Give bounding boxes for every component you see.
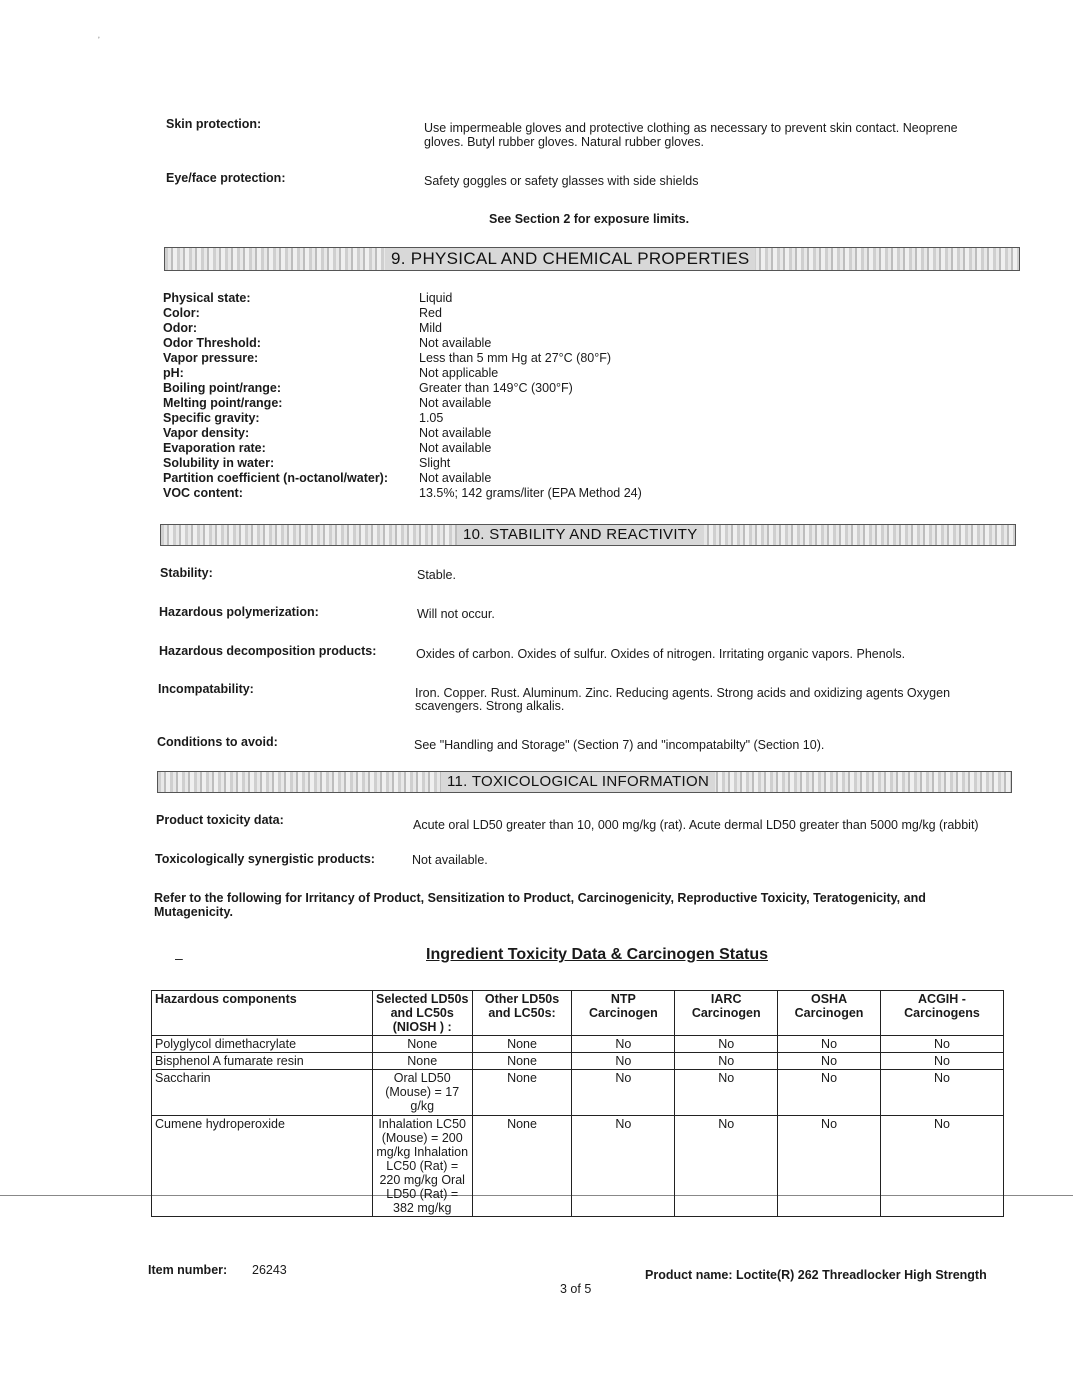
property-row	[163, 366, 683, 381]
table-header-row	[152, 991, 1004, 1036]
page-number: 3 of 5	[560, 1282, 592, 1296]
property-value: Not available	[419, 336, 492, 350]
conditions-value: See "Handling and Storage" (Section 7) and "incompatabilty" (Section 10).	[414, 738, 825, 752]
stability-label: Stability:	[160, 566, 213, 580]
cell-iarc: No	[675, 1036, 778, 1053]
cell-selected: Inhalation LC50 (Mouse) = 200 mg/kg Inhalation LC50 (Rat) = 220 mg/kg Oral LD50 (Rat) = 382 mg/kg	[372, 1116, 472, 1217]
header-ntp: NTP Carcinogen	[572, 991, 675, 1036]
section-11-title: 11. TOXICOLOGICAL INFORMATION	[441, 772, 715, 792]
physical-properties-list	[163, 291, 683, 511]
table-row	[152, 1053, 1004, 1070]
cell-other: None	[472, 1116, 572, 1217]
item-number-value: 26243	[252, 1263, 287, 1277]
section-11-header	[157, 771, 1012, 793]
property-label: Odor Threshold:	[163, 336, 261, 350]
property-row	[163, 441, 683, 456]
property-value: Not applicable	[419, 366, 499, 380]
property-row	[163, 321, 683, 336]
eye-protection-label: Eye/face protection:	[166, 171, 286, 185]
cell-component: Polyglycol dimethacrylate	[152, 1036, 373, 1053]
item-number-label: Item number:	[148, 1263, 228, 1277]
section-9-header	[164, 247, 1020, 271]
skin-protection-value: Use impermeable gloves and protective clothing as necessary to prevent skin contact. Neoprene	[424, 121, 958, 135]
eye-protection-value: Safety goggles or safety glasses with side shields	[424, 174, 699, 188]
property-row	[163, 381, 683, 396]
product-toxicity-value: Acute oral LD50 greater than 10, 000 mg/kg (rat). Acute dermal LD50 greater than 5000 mg/kg (rabbit)	[413, 818, 979, 832]
property-row	[163, 306, 683, 321]
property-label: Partition coefficient (n-octanol/water):	[163, 471, 389, 485]
cell-acgih: No	[880, 1070, 1003, 1116]
property-row	[163, 426, 683, 441]
cell-iarc: No	[675, 1116, 778, 1217]
property-value: Greater than 149°C (300°F)	[419, 381, 573, 395]
cell-selected: None	[372, 1036, 472, 1053]
cell-iarc: No	[675, 1070, 778, 1116]
property-value: Liquid	[419, 291, 453, 305]
property-label: Odor:	[163, 321, 198, 335]
incompatability-label: Incompatability:	[158, 682, 254, 696]
incompatability-value-2: scavengers. Strong alkalis.	[415, 699, 565, 713]
cell-osha: No	[778, 1116, 881, 1217]
header-other-ld50: Other LD50s and LC50s:	[472, 991, 572, 1036]
cell-other: None	[472, 1053, 572, 1070]
table-dash: –	[175, 950, 183, 966]
property-label: Specific gravity:	[163, 411, 260, 425]
cell-selected: None	[372, 1053, 472, 1070]
cell-component: Cumene hydroperoxide	[152, 1116, 373, 1217]
header-acgih: ACGIH - Carcinogens	[880, 991, 1003, 1036]
property-value: Not available	[419, 471, 492, 485]
exposure-note: See Section 2 for exposure limits.	[489, 212, 690, 226]
cell-acgih: No	[880, 1053, 1003, 1070]
property-label: Boiling point/range:	[163, 381, 282, 395]
synergistic-value: Not available.	[412, 853, 488, 867]
property-value: Less than 5 mm Hg at 27°C (80°F)	[419, 351, 612, 365]
cell-ntp: No	[572, 1053, 675, 1070]
cell-acgih: No	[880, 1036, 1003, 1053]
property-value: 1.05	[419, 411, 444, 425]
cell-selected: Oral LD50 (Mouse) = 17 g/kg	[372, 1070, 472, 1116]
property-row	[163, 396, 683, 411]
header-iarc: IARC Carcinogen	[675, 991, 778, 1036]
section-10-header	[160, 524, 1016, 546]
product-name: Product name: Loctite(R) 262 Threadlocker High Strength	[645, 1268, 987, 1282]
property-label: Melting point/range:	[163, 396, 283, 410]
section-10-title: 10. STABILITY AND REACTIVITY	[457, 525, 704, 545]
cell-ntp: No	[572, 1036, 675, 1053]
cell-ntp: No	[572, 1070, 675, 1116]
property-row	[163, 456, 683, 471]
cell-osha: No	[778, 1070, 881, 1116]
skin-protection-value-2: gloves. Butyl rubber gloves. Natural rubber gloves.	[424, 135, 705, 149]
property-label: Evaporation rate:	[163, 441, 266, 455]
stability-value: Stable.	[417, 568, 456, 582]
table-title: Ingredient Toxicity Data & Carcinogen Status	[426, 946, 768, 963]
property-value: Not available	[419, 441, 492, 455]
property-value: Slight	[419, 456, 451, 470]
table-row	[152, 1036, 1004, 1053]
cell-component: Bisphenol A fumarate resin	[152, 1053, 373, 1070]
conditions-label: Conditions to avoid:	[157, 735, 278, 749]
cell-osha: No	[778, 1053, 881, 1070]
incompatability-value: Iron. Copper. Rust. Aluminum. Zinc. Reducing agents. Strong acids and oxidizing agents Oxygen	[415, 686, 951, 700]
property-row	[163, 471, 683, 486]
header-osha: OSHA Carcinogen	[778, 991, 881, 1036]
cell-ntp: No	[572, 1116, 675, 1217]
header-hazardous-components: Hazardous components	[152, 991, 373, 1036]
property-label: VOC content:	[163, 486, 243, 500]
cell-component: Saccharin	[152, 1070, 373, 1116]
table-row	[152, 1116, 1004, 1217]
property-label: Physical state:	[163, 291, 251, 305]
cell-other: None	[472, 1036, 572, 1053]
cell-iarc: No	[675, 1053, 778, 1070]
property-value: Mild	[419, 321, 442, 335]
scan-mark: ʼ	[98, 36, 100, 45]
property-value: Red	[419, 306, 442, 320]
decomposition-label: Hazardous decomposition products:	[159, 644, 377, 658]
property-row	[163, 411, 683, 426]
property-label: Color:	[163, 306, 200, 320]
skin-protection-label: Skin protection:	[166, 117, 262, 131]
polymerization-value: Will not occur.	[417, 607, 495, 621]
property-row	[163, 351, 683, 366]
property-label: Vapor density:	[163, 426, 250, 440]
decomposition-value: Oxides of carbon. Oxides of sulfur. Oxides of nitrogen. Irritating organic vapors. Phenols.	[416, 647, 906, 661]
property-label: pH:	[163, 366, 184, 380]
header-selected-ld50: Selected LD50s and LC50s (NIOSH ) :	[372, 991, 472, 1036]
toxicity-table	[151, 990, 1004, 1217]
property-value: 13.5%; 142 grams/liter (EPA Method 24)	[419, 486, 642, 500]
property-value: Not available	[419, 426, 492, 440]
refer-note-2: Mutagenicity.	[154, 905, 233, 919]
section-9-title: 9. PHYSICAL AND CHEMICAL PROPERTIES	[385, 248, 755, 270]
property-label: Solubility in water:	[163, 456, 275, 470]
property-value: Not available	[419, 396, 492, 410]
property-label: Vapor pressure:	[163, 351, 259, 365]
polymerization-label: Hazardous polymerization:	[159, 605, 319, 619]
property-row	[163, 336, 683, 351]
property-row	[163, 291, 683, 306]
property-row	[163, 486, 683, 501]
product-toxicity-label: Product toxicity data:	[156, 813, 284, 827]
synergistic-label: Toxicologically synergistic products:	[155, 852, 375, 866]
refer-note: Refer to the following for Irritancy of Product, Sensitization to Product, Carcinogenicity, Reproductive Toxicity, Teratogenicity, and	[154, 891, 926, 905]
table-row	[152, 1070, 1004, 1116]
cell-osha: No	[778, 1036, 881, 1053]
cell-acgih: No	[880, 1116, 1003, 1217]
cell-other: None	[472, 1070, 572, 1116]
